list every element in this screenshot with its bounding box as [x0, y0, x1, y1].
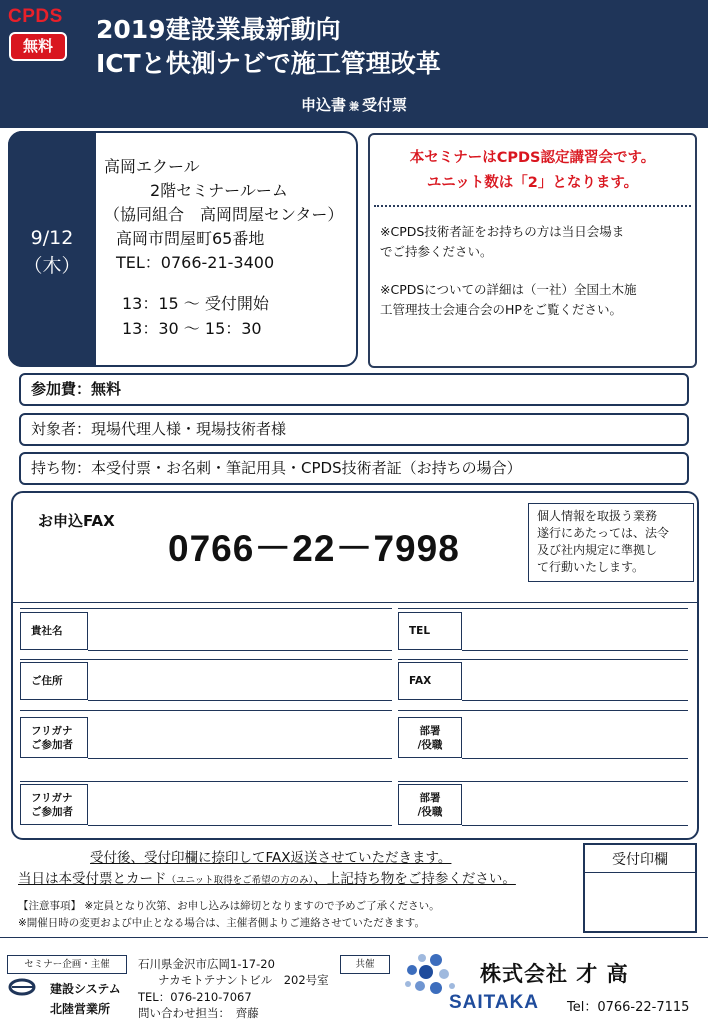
participant1-field[interactable] — [88, 758, 392, 759]
form-divider — [13, 602, 697, 603]
privacy-line4: て行動いたします。 — [537, 560, 645, 574]
cpds-note2-line1: ※CPDSについての詳細は（一社）全国土木施 — [380, 282, 637, 297]
cpds-label: CPDS — [8, 6, 63, 27]
stamp-label: 受付印欄 — [612, 852, 668, 868]
address-tel: TEL：076-210-7067 — [138, 990, 252, 1004]
dept-label: 部署 — [419, 724, 441, 737]
session-time: 13：30 ～ 15：30 — [122, 319, 262, 338]
note-divider — [374, 205, 691, 207]
venue-name: 高岡エクール — [104, 157, 200, 176]
participant1-label — [20, 717, 88, 758]
subtitle-main: 申込書 — [300, 96, 346, 114]
fax-field-label: FAX — [398, 662, 462, 700]
cpds-note2-line2: 工管理技士会連合会のHPをご覧ください。 — [380, 302, 622, 317]
tel-field[interactable] — [462, 650, 688, 651]
items-bar: 持ち物：本受付票・お名刺・筆記用具・CPDS技術者証（お持ちの場合） — [19, 452, 689, 485]
field-line — [20, 659, 392, 660]
cosponsor-tag: 共催 — [340, 955, 390, 974]
organizer-name: 建設システム — [50, 982, 121, 996]
venue-address: 高岡市問屋町65番地 — [116, 229, 265, 248]
event-date-day: 9/12 — [30, 227, 74, 249]
privacy-line3: 及び社内規定に準拠し — [537, 543, 658, 557]
contact-person: 問い合わせ担当： 齊藤 — [138, 1006, 259, 1020]
furigana-label: フリガナ — [31, 724, 73, 737]
dept2-label — [398, 784, 462, 825]
dept2-field[interactable] — [462, 825, 688, 826]
participant-label: ご参加者 — [31, 805, 73, 818]
privacy-notice — [528, 503, 694, 582]
form-subtitle — [0, 94, 708, 115]
privacy-line2: 遂行にあたっては、法令 — [537, 526, 670, 540]
field-line — [398, 608, 688, 609]
venue-room: 2階セミナールーム — [150, 181, 288, 200]
venue-org: （協同組合 高岡問屋センター） — [104, 205, 344, 224]
dept1-field[interactable] — [462, 758, 688, 759]
cpds-note1 — [380, 222, 692, 262]
fax-label: お申込FAX — [38, 512, 115, 530]
field-line — [20, 710, 392, 711]
cpds-note1-line1: ※CPDS技術者証をお持ちの方は当日会場ま — [380, 224, 625, 239]
footer-rule — [0, 937, 708, 938]
position-label: /役職 — [417, 738, 443, 751]
dept-label: 部署 — [419, 791, 441, 804]
cpds-headline2: ユニット数は「2」となります。 — [426, 175, 639, 191]
company-name-field[interactable] — [88, 650, 392, 651]
dept1-label — [398, 717, 462, 758]
company-name-label: 貴社名 — [20, 612, 88, 650]
reception-time: 13：15 ～ 受付開始 — [122, 294, 269, 313]
field-line — [398, 659, 688, 660]
organizer-branch: 北陸営業所 — [50, 1002, 111, 1016]
caution-line2: ※開催日時の変更および中止となる場合は、主催者側よりご連絡させていただきます。 — [18, 917, 425, 929]
title-line2: ICTと快測ナビで施工管理改革 — [96, 49, 441, 78]
participant2-field[interactable] — [88, 825, 392, 826]
furigana-label: フリガナ — [31, 791, 73, 804]
field-line — [398, 781, 688, 782]
notice-fax-return: 受付後、受付印欄に捺印してFAX返送させていただきます。 — [90, 850, 452, 866]
kensetsu-logo-icon — [8, 978, 46, 996]
company-tel: Tel：0766-22-7115 — [567, 1000, 690, 1015]
title-line1: 2019建設業最新動向 — [96, 15, 341, 44]
notice-bring-b: 、上記持ち物をご持参ください。 — [313, 871, 516, 887]
position-label: /役職 — [417, 805, 443, 818]
participant2-label — [20, 784, 88, 825]
event-date — [8, 224, 96, 280]
caution-line1: 【注意事項】 ※定員となり次第、お申し込みは締切となりますので予めご了承ください。 — [18, 900, 440, 912]
subtitle-end: 受付票 — [362, 96, 408, 114]
address-label: ご住所 — [20, 662, 88, 700]
tel-label: TEL — [398, 612, 462, 650]
address-field[interactable] — [88, 700, 392, 701]
address-line2: ナカモトテナントビル 202号室 — [158, 973, 329, 987]
privacy-line1: 個人情報を取扱う業務 — [537, 509, 658, 523]
field-line — [20, 781, 392, 782]
target-bar: 対象者：現場代理人様・現場技術者様 — [19, 413, 689, 446]
company-name: 株式会社 才 高 — [480, 962, 629, 986]
cpds-note2 — [380, 280, 692, 320]
fax-field[interactable] — [462, 700, 688, 701]
subtitle-small: 兼 — [349, 102, 359, 113]
fax-number: 0766－22－7998 — [168, 528, 460, 569]
event-weekday: （木） — [23, 255, 81, 277]
cpds-headline1: 本セミナーはCPDS認定講習会です。 — [409, 150, 656, 166]
free-badge: 無料 — [9, 32, 67, 61]
address-line1: 石川県金沢市広岡1-17-20 — [138, 957, 275, 971]
notice-bring-small: （ユニット取得をご希望の方のみ） — [166, 875, 314, 886]
field-line — [20, 608, 392, 609]
fee-bar: 参加費：無料 — [19, 373, 689, 406]
notice-bring-a: 当日は本受付票とカード — [18, 871, 167, 887]
organizer-tag: セミナー企画・主催 — [7, 955, 127, 974]
stamp-divider — [583, 872, 697, 873]
field-line — [398, 710, 688, 711]
venue-tel: TEL：0766-21-3400 — [116, 253, 275, 272]
participant-label: ご参加者 — [31, 738, 73, 751]
company-en: SAITAKA — [449, 992, 540, 1013]
cpds-note1-line2: でご持参ください。 — [380, 244, 493, 259]
notice-bring-items — [18, 867, 516, 887]
